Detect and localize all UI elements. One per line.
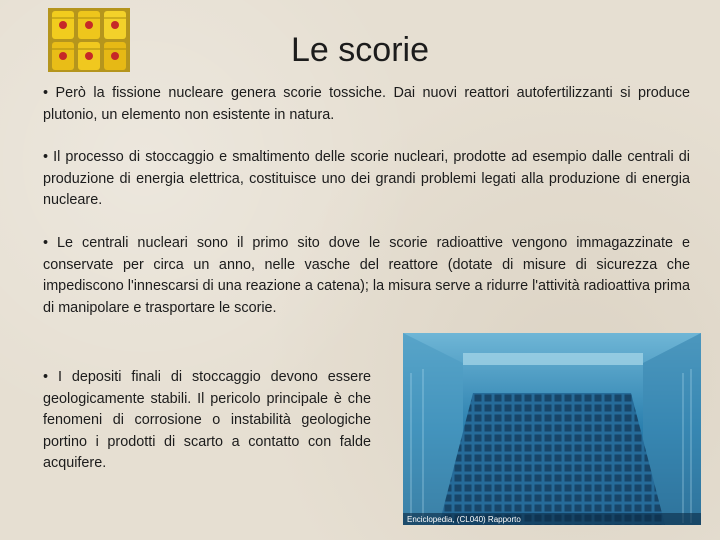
- slide-title: Le scorie: [291, 31, 429, 69]
- spent-fuel-pool-photo: [403, 333, 701, 525]
- photo-credit: Enciclopedia, (CL040) Rapporto: [407, 515, 521, 524]
- radioactive-barrels-image: [48, 8, 130, 72]
- bullet-paragraph: • Le centrali nucleari sono il primo sito dove le scorie radioattive vengono immagazzinate e conservate per circa un anno, nelle vasche del reattore (dotate di misure di sicurezza che impediscono l'innescarsi di una reazione a catena); la misura serve a ridurre l'attività radioattiva prima di manipolare e trasportare le scorie.: [43, 235, 690, 316]
- bullet-paragraph: • Il processo di stoccaggio e smaltimento delle scorie nucleari, prodotte ad esempio dalle centrali di produzione di energia elettrica, costituisce uno dei grandi problemi legati alla produzione di energia nucleare.: [43, 149, 690, 208]
- bullet-paragraph: • I depositi finali di stoccaggio devono essere geologicamente stabili. Il pericolo principale è che fenomeni di corrosione o instabilità geologiche portino i prodotti di scarto a contatto con falde acquifere.: [43, 369, 371, 471]
- bullet-paragraph: • Però la fissione nucleare genera scorie tossiche. Dai nuovi reattori autofertilizzanti si produce plutonio, un elemento non esistente in natura.: [43, 85, 690, 123]
